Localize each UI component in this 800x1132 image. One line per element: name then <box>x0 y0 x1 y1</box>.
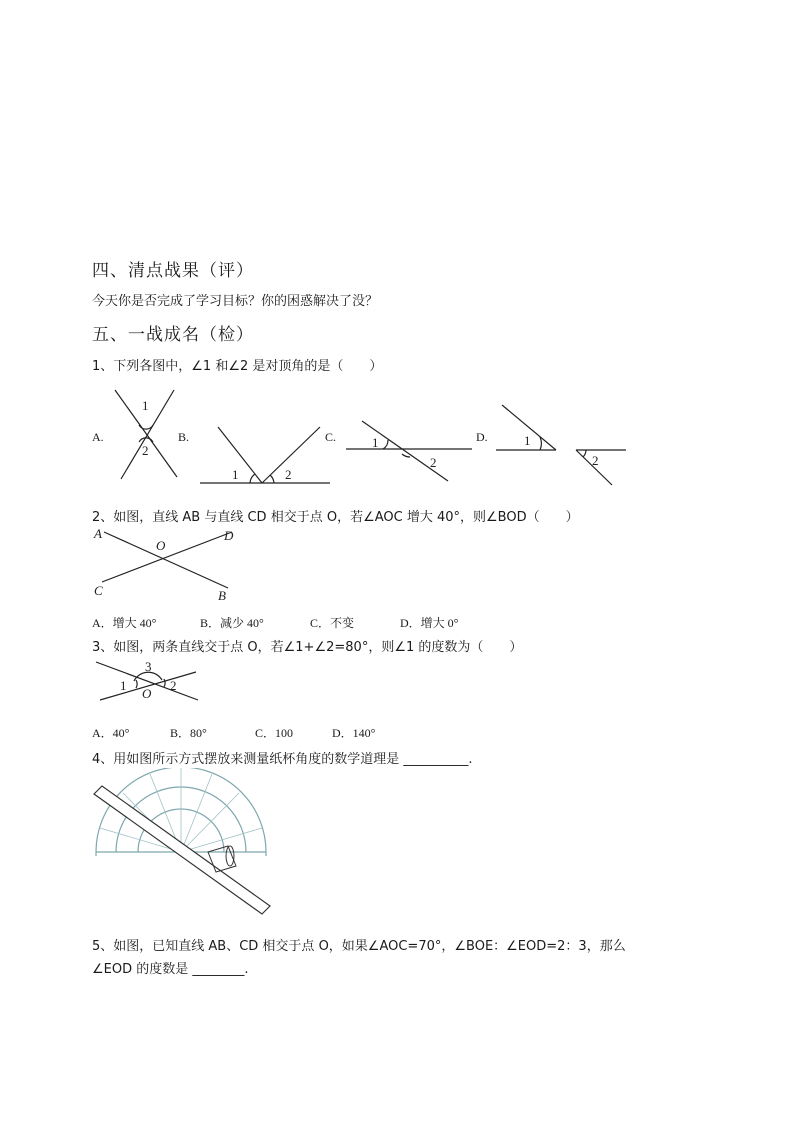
q3-figure <box>92 656 212 716</box>
q1-fig-c-mark-1: 1 <box>372 435 379 450</box>
q1-option-c-label: C. <box>325 430 337 444</box>
q3-mark-2: 2 <box>170 678 177 693</box>
question-1-text: 1、下列各图中，∠1 和∠2 是对顶角的是（ ） <box>92 359 383 374</box>
q1-figure-b <box>200 427 330 483</box>
q3-option-a: A．40° <box>92 726 130 740</box>
q2-option-b: B．减少 40° <box>200 616 264 630</box>
question-4-text: 4、用如图所示方式摆放来测量纸杯角度的数学道理是 __________. <box>92 752 473 767</box>
question-2-text: 2、如图，直线 AB 与直线 CD 相交于点 O，若∠AOC 增大 40°，则∠BOD（ ） <box>92 510 579 525</box>
q2-point-o: O <box>156 538 166 553</box>
q1-fig-d-mark-2: 2 <box>592 453 599 468</box>
question-5-line-2: ∠EOD 的度数是 ________. <box>92 962 249 977</box>
q1-fig-a-mark-1: 1 <box>142 398 149 413</box>
q2-point-a: A <box>94 526 102 541</box>
q3-mark-1: 1 <box>120 678 127 693</box>
q2-point-c: C <box>94 583 103 598</box>
q1-option-b-label: B. <box>178 430 190 444</box>
q2-point-d: D <box>224 528 234 543</box>
q1-fig-a-mark-2: 2 <box>142 443 149 458</box>
section-four-title: 四、清点战果（评） <box>92 261 254 281</box>
q1-fig-d-mark-1: 1 <box>524 433 531 448</box>
q3-option-b: B．80° <box>170 726 207 740</box>
q2-option-a: A．增大 40° <box>92 616 157 630</box>
question-5-line-1: 5、如图，已知直线 AB、CD 相交于点 O，如果∠AOC=70°，∠BOE：∠EOD=2：3，那么 <box>92 939 626 954</box>
q1-fig-b-mark-2: 2 <box>285 467 292 482</box>
q4-protractor-figure <box>90 768 280 918</box>
q1-figures <box>0 385 640 495</box>
q3-mark-3: 3 <box>145 659 152 674</box>
q3-mark-o: O <box>142 686 152 701</box>
q1-option-d-label: D. <box>476 430 488 444</box>
q2-option-d: D．增大 0° <box>400 616 459 630</box>
q3-option-c: C．100 <box>255 726 294 740</box>
q1-figure-c <box>346 421 472 481</box>
q1-fig-b-mark-1: 1 <box>232 467 239 482</box>
q1-figure-d <box>496 405 626 485</box>
section-four-text: 今天你是否完成了学习目标？你的困惑解决了没？ <box>92 294 379 309</box>
q2-figure <box>90 522 270 602</box>
section-five-title: 五、一战成名（检） <box>92 325 254 345</box>
q1-option-a-label: A. <box>92 430 104 444</box>
q1-fig-c-mark-2: 2 <box>430 455 437 470</box>
question-3-text: 3、如图，两条直线交于点 O，若∠1+∠2=80°，则∠1 的度数为（ ） <box>92 640 523 655</box>
q3-option-d: D．140° <box>332 726 376 740</box>
q2-option-c: C．不变 <box>310 616 355 630</box>
q2-point-b: B <box>218 588 226 602</box>
